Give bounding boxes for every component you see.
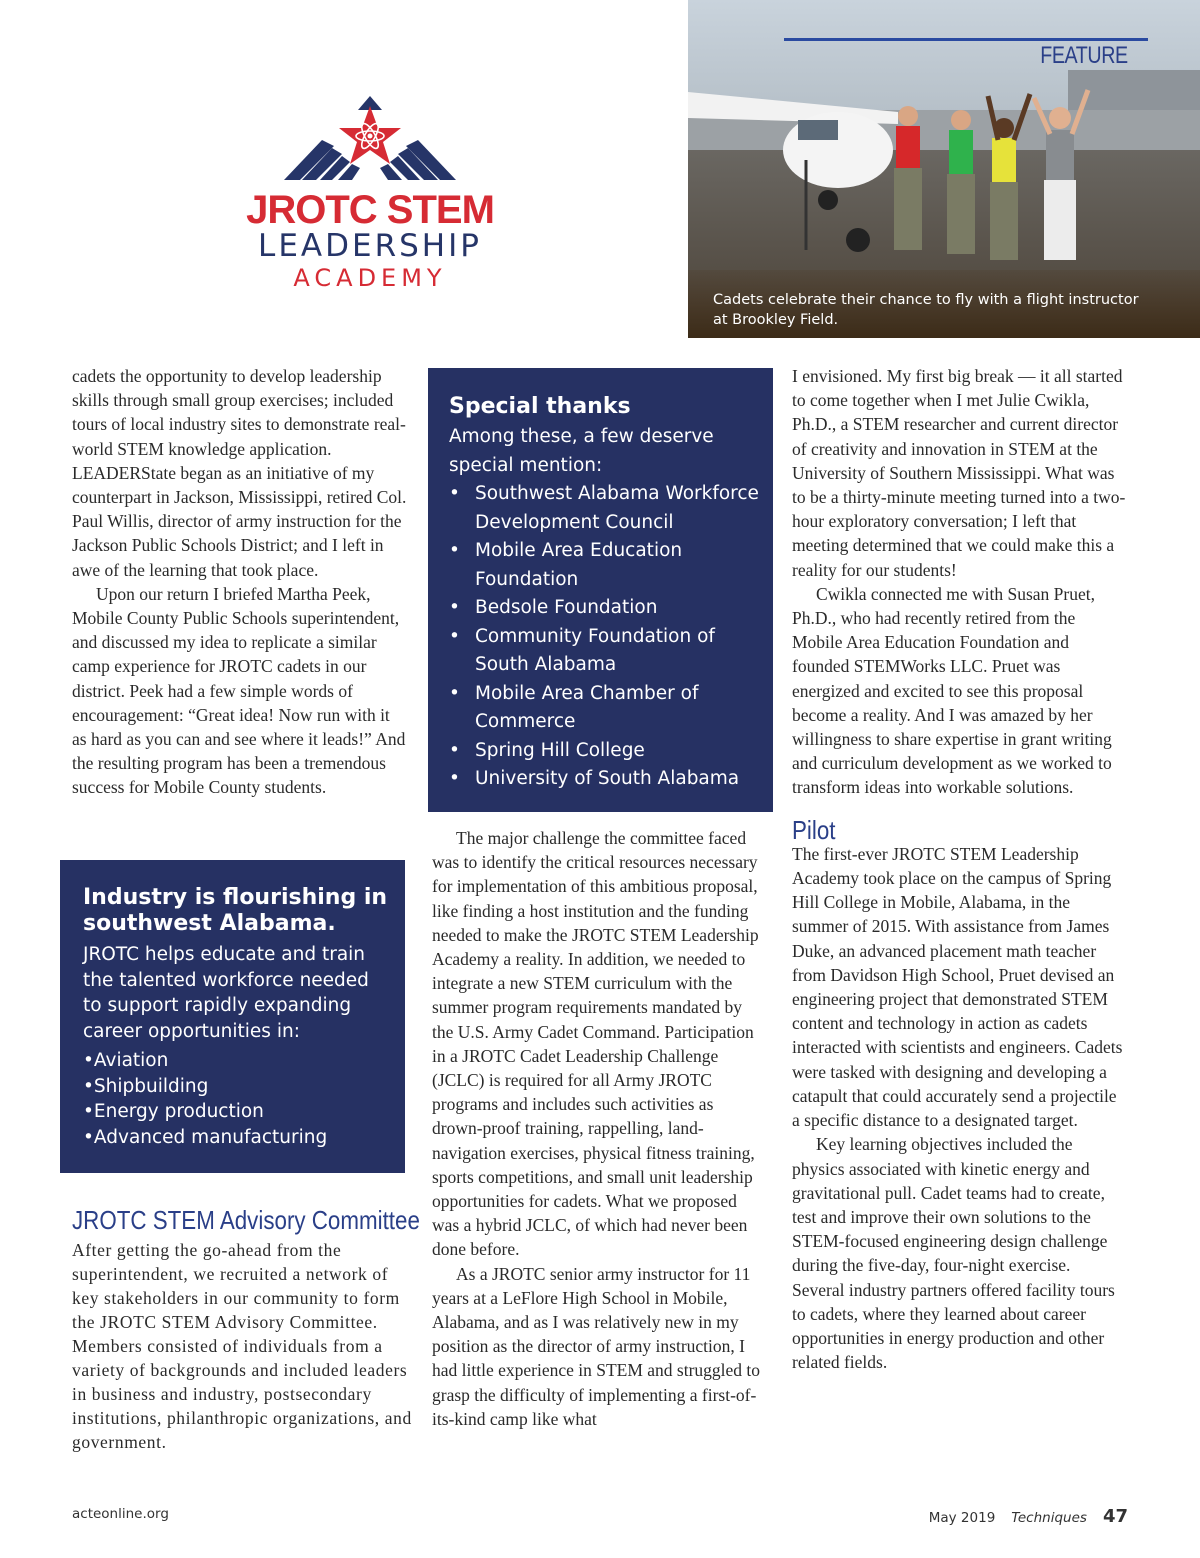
footer-magazine: Techniques <box>1011 1510 1087 1526</box>
paragraph: Key learning objectives included the physics associated with kinetic energy and gravitational pull. Cadet teams had to create, test and improve their own solutions to the STEM-focused engineering design challenge during the five-day, four-night exercise. Several industry partners offered facility tours to cadets, where they learned about career opportunities in energy production and other related fields. <box>792 1134 1115 1373</box>
industry-box-intro: JROTC helps educate and train the talented workforce needed to support rapidly expanding career opportunities in: <box>83 944 369 1042</box>
column-a-text <box>72 364 407 800</box>
industry-list <box>83 1048 393 1150</box>
industry-box-title: Industry is flourishing in southwest Alabama. <box>83 885 388 936</box>
list-item: • Energy production <box>83 1099 393 1125</box>
feature-label: FEATURE <box>1040 42 1128 69</box>
list-item: • Mobile Area Education Foundation <box>449 537 759 594</box>
thanks-box-body <box>449 423 759 794</box>
thanks-box-title: Special thanks <box>449 394 631 419</box>
list-item: • Mobile Area Chamber of Commerce <box>449 680 759 737</box>
list-item: • Community Foundation of South Alabama <box>449 623 759 680</box>
industry-box-body <box>83 942 393 1150</box>
paragraph: Upon our return I briefed Martha Peek, Mobile County Public Schools superintendent, and discussed my idea to replicate a similar camp experience for JROTC cadets in our district. Peek had a few simple words of encouragement: “Great idea! Now run with it as hard as you can and see where it leads!” And the resulting program has been a tremendous success for Mobile County students. <box>72 583 406 798</box>
footer-date: May 2019 <box>928 1510 996 1526</box>
page-number: 47 <box>1102 1506 1128 1527</box>
logo-line-jrotc-stem: JROTC STEM <box>246 188 494 232</box>
logo-star-emblem <box>210 88 530 188</box>
industry-sidebar-box <box>60 860 405 1173</box>
list-item: • Aviation <box>83 1048 393 1074</box>
advisory-section <box>72 1205 420 1454</box>
paragraph: I envisioned. My first big break — it all started to come together when I met Julie Cwikla, Ph.D., a STEM researcher and current director of creativity and innovation in STEM at the University of Southern Mississippi. What was to be a thirty-minute meeting turned into a two-hour exploratory conversation; I left that meeting determined that we could make this a reality for our students! <box>792 366 1126 580</box>
special-thanks-box <box>428 368 773 812</box>
advisory-body: After getting the go-ahead from the superintendent, we recruited a network of key stakeholders in our community to form the JROTC STEM Advisory Committee. Members consisted of individuals from a variety of backgrounds and included leaders in business and industry, postsecondary institutions, philanthropic organizations, and government. <box>72 1240 412 1452</box>
logo-line-leadership: LEADERSHIP <box>258 228 482 264</box>
paragraph: The major challenge the committee faced was to identify the critical resources necessary for implementation of this ambitious proposal, like finding a host institution and the funding needed to make the JROTC STEM Leadership Academy a reality. In addition, we needed to integrate a new STEM curriculum with the summer program requirements mandated by the U.S. Army Cadet Command. Participation in a JROTC Cadet Leadership Challenge (JCLC) is required for all Army JROTC programs and includes such activities as drown-proof training, rappelling, land-navigation exercises, physical fitness training, sports competitions, and small unit leadership opportunities for cadets. What we proposed was a hybrid JCLC, of which had never been done before. <box>432 828 759 1260</box>
feature-rule <box>784 38 1148 41</box>
advisory-heading: JROTC STEM Advisory Committee <box>72 1205 420 1235</box>
jrotc-stem-logo <box>210 88 530 298</box>
footer-issue-info <box>929 1506 1128 1527</box>
cadets-photo <box>688 0 1200 338</box>
column-c-text <box>792 364 1127 1374</box>
list-item: • Spring Hill College <box>449 737 759 766</box>
footer-website: acteonline.org <box>72 1506 169 1522</box>
list-item: • Southwest Alabama Workforce Development Council <box>449 480 759 537</box>
list-item: • Advanced manufacturing <box>83 1125 393 1151</box>
paragraph: Cwikla connected me with Susan Pruet, Ph.D., who had recently retired from the Mobile Area Education Foundation and founded STEMWorks LLC. Pruet was energized and excited to see this proposal become a reality. And I was amazed by her willingness to share expertise in grant writing and curriculum development as we worked to transform ideas into workable solutions. <box>792 583 1112 798</box>
thanks-list <box>449 480 759 794</box>
list-item: • University of South Alabama <box>449 765 759 794</box>
logo-line-academy: ACADEMY <box>293 264 447 292</box>
thanks-box-intro: Among these, a few deserve special mention: <box>449 426 714 476</box>
photo-caption: Cadets celebrate their chance to fly with a flight instructor at Brookley Field. <box>713 292 1139 328</box>
paragraph: The first-ever JROTC STEM Leadership Academy took place on the campus of Spring Hill College in Mobile, Alabama, in the summer of 2015. With assistance from James Duke, an advanced placement math teacher from Davidson High School, Pruet devised an engineering project that demonstrated STEM content and technology in action as cadets interacted with scientists and engineers. Cadets were tasked with designing and developing a catapult that could accurately send a projectile a specific distance to a designated target. <box>792 843 1123 1131</box>
list-item: • Bedsole Foundation <box>449 594 759 623</box>
paragraph: As a JROTC senior army instructor for 11 years at a LeFlore High School in Mobile, Alabama, and as I was relatively new in my position as the director of army instruction, I had little experience in STEM and struggled to grasp the difficulty of implementing a first-of-its-kind camp like what <box>432 1263 761 1429</box>
paragraph: cadets the opportunity to develop leadership skills through small group exercises; included tours of local industry sites to demonstrate real-world STEM knowledge application. LEADERState began as an initiative of my counterpart in Jackson, Mississippi, retired Col. Paul Willis, director of army instruction for the Jackson Public Schools District; and I left in awe of the learning that took place. <box>72 366 407 580</box>
list-item: • Shipbuilding <box>83 1074 393 1100</box>
pilot-heading: Pilot <box>792 814 836 845</box>
column-b-text <box>432 826 767 1431</box>
